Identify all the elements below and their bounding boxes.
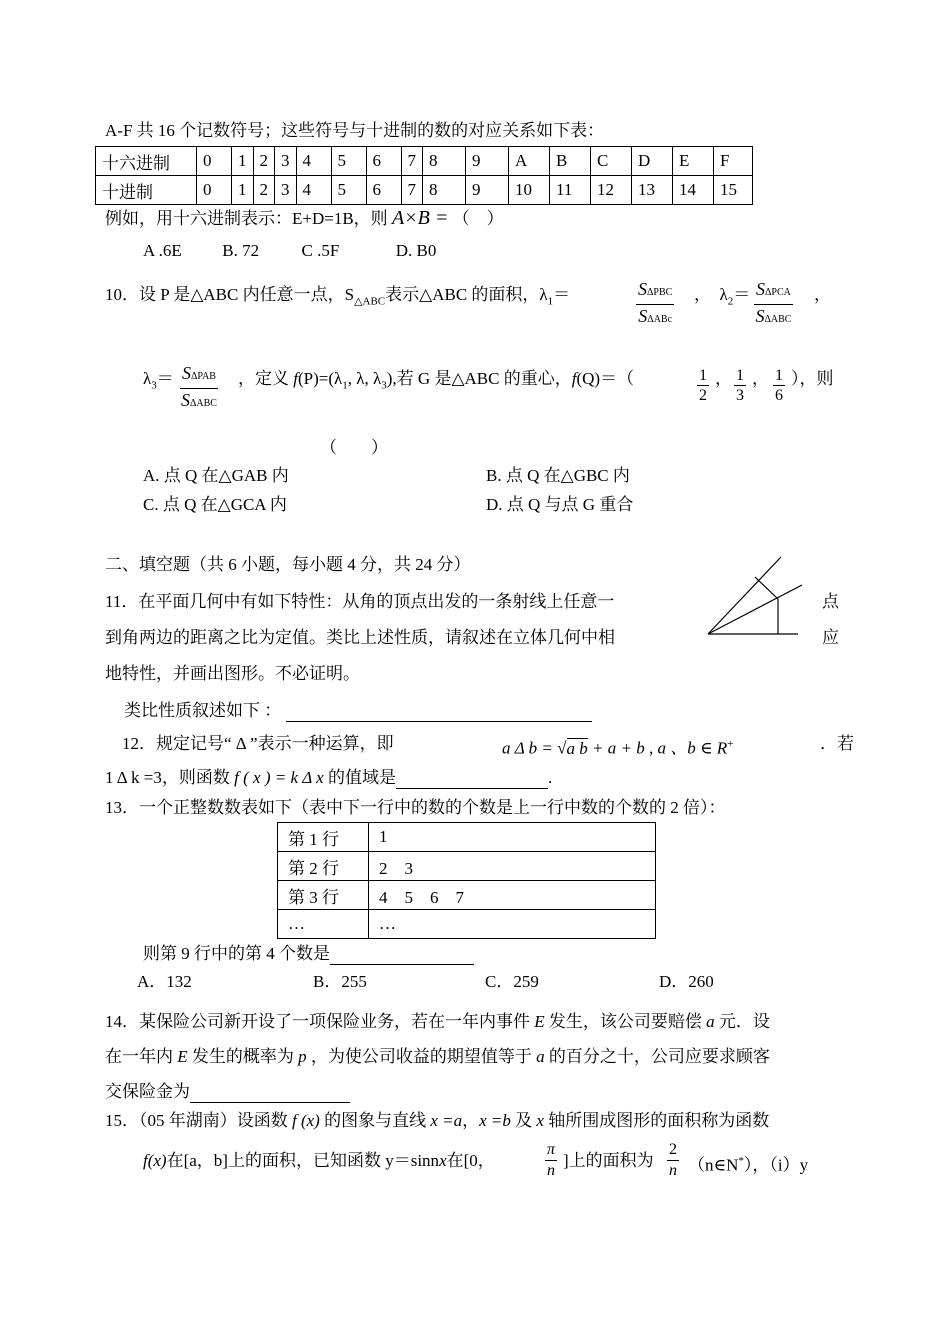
table-cell: F xyxy=(714,147,753,176)
table-cell: 第 2 行 xyxy=(278,852,369,881)
table-cell: 11 xyxy=(550,176,591,205)
table-cell: 9 xyxy=(466,147,509,176)
frac-den: 3 xyxy=(736,387,744,404)
q13-answer-blank[interactable] xyxy=(330,946,474,965)
table-cell: 2 xyxy=(253,147,275,176)
q14-p: p xyxy=(298,1047,307,1066)
q15-line2a xyxy=(143,1150,495,1172)
q12-formula-sqrt: a b xyxy=(566,738,588,758)
q11-answer xyxy=(124,700,592,722)
frac-den: S xyxy=(755,306,765,326)
frac-den: 2 xyxy=(699,387,707,404)
q13-option-a: A．132 xyxy=(137,972,192,991)
frac-num: S xyxy=(638,279,647,299)
two-over-n-fraction xyxy=(667,1140,679,1181)
q15-fx: f (x) xyxy=(292,1111,320,1130)
q10-text: 表示△ABC 的面积，λ xyxy=(385,285,548,304)
table-cell: 4 xyxy=(296,176,331,205)
q14-E: E xyxy=(534,1012,545,1031)
q9-option-d: D. B0 xyxy=(395,241,437,260)
lambda2-fraction xyxy=(754,278,793,331)
table-cell: 十六进制 xyxy=(96,147,197,176)
q15-line2-end xyxy=(688,1150,808,1177)
q12-formula-a: a Δ b = xyxy=(502,738,553,758)
q11-answer-label: 类比性质叙述如下 ： xyxy=(124,701,282,720)
table-row xyxy=(278,881,656,910)
frac-num-sub: ΔPBC xyxy=(647,287,673,298)
q10-f: f xyxy=(571,369,577,388)
table-cell: 第 3 行 xyxy=(278,881,369,910)
q10-text: ＝ xyxy=(553,285,571,304)
q-frac-1 xyxy=(697,366,709,406)
q12-formula: a Δ b = √a b + a + b , a 、b ∈ R+ xyxy=(502,738,734,758)
q12-line2 xyxy=(105,767,552,789)
q12-line2-end: 的值域是 xyxy=(327,768,396,787)
q9-expr: A×B = xyxy=(391,207,449,229)
table-cell: 6 xyxy=(366,176,401,205)
q9-options xyxy=(143,240,436,262)
table-row xyxy=(278,910,656,939)
frac-num: π xyxy=(545,1140,557,1161)
intro-line: A-F 共 16 个记数符号；这些符号与十进制的数的对应关系如下表： xyxy=(105,121,605,140)
q10-text: ),若 G 是△ABC 的重心， xyxy=(386,369,572,388)
perpendicular-top xyxy=(755,577,778,599)
q14-line3-text: 交保险金为 xyxy=(105,1082,190,1101)
q9-paren: （ ） xyxy=(452,209,504,228)
q10-paren: （ ） xyxy=(320,438,388,457)
q15-text: 在[a，b]上的面积，已知函数 y＝sinn xyxy=(166,1151,440,1170)
frac-den-sub: ΔABC xyxy=(189,398,217,409)
frac-num: 1 xyxy=(699,367,707,384)
q11-line1-end: 点 xyxy=(822,592,839,611)
q10-option-b: B. 点 Q 在△GBC 内 xyxy=(486,466,630,485)
q9-option-c: C .5F xyxy=(301,241,340,260)
q12-line1 xyxy=(122,733,394,755)
q12-text: 12．规定记号“ Δ ”表示一种运算，即 xyxy=(122,734,394,753)
q14-text: 的百分之十，公司应要求顾客 xyxy=(548,1047,770,1066)
table-cell: 8 xyxy=(423,176,466,205)
q15-x: x xyxy=(536,1111,544,1130)
table-cell: … xyxy=(369,910,656,939)
table-cell: D xyxy=(632,147,673,176)
q15-text: 及 xyxy=(515,1111,533,1130)
table-cell: 2 3 xyxy=(369,852,656,881)
q15-xa: x =a xyxy=(430,1111,463,1130)
q15-line1 xyxy=(105,1110,769,1132)
q10-text: λ xyxy=(719,285,728,304)
q10-option-d: D. 点 Q 与点 G 重合 xyxy=(486,495,634,514)
q12-answer-blank[interactable] xyxy=(396,770,548,789)
q10-text: , λ, λ xyxy=(347,369,382,388)
q15-text: 的图象与直线 xyxy=(324,1111,427,1130)
q15-text: ， xyxy=(462,1111,480,1130)
q15-text: 15．（05 年湖南）设函数 xyxy=(105,1111,288,1130)
q14-text: ，为使公司收益的期望值等于 xyxy=(310,1047,532,1066)
q13-options xyxy=(137,971,714,993)
q10-option-a: A. 点 Q 在△GAB 内 xyxy=(143,466,289,485)
table-cell: 13 xyxy=(632,176,673,205)
q13-table xyxy=(277,822,656,939)
angle-diagram xyxy=(705,555,815,640)
q10-text: λ xyxy=(143,369,152,388)
q15-text: 在[0， xyxy=(446,1151,495,1170)
frac-num: S xyxy=(756,279,765,299)
q11-line1: 11．在平面几何中有如下特性：从角的顶点出发的一条射线上任意一 xyxy=(105,592,615,611)
q15-text: （n∈N xyxy=(688,1155,739,1175)
q11-line3: 地特性，并画出图形。不必证明。 xyxy=(105,664,360,683)
frac-den: S xyxy=(638,306,648,326)
q15-sup: * xyxy=(738,1155,744,1167)
frac-den: n xyxy=(669,1162,677,1179)
q15-xb: x =b xyxy=(479,1111,511,1130)
frac-den: S xyxy=(180,390,190,410)
q13-question-text: 则第 9 行中的第 4 个数是 xyxy=(143,944,330,963)
q14-a: a xyxy=(706,1012,715,1031)
q14-text: 元．设 xyxy=(718,1012,770,1031)
lambda1-fraction xyxy=(636,278,674,331)
table-cell: 4 xyxy=(296,147,331,176)
q10-end: ），则 xyxy=(791,369,834,388)
q11-line2: 到角两边的距离之比为定值。类比上述性质，请叙述在立体几何中相 xyxy=(105,628,615,647)
q10-sub: 2 xyxy=(727,295,734,308)
q10-text: ＝ xyxy=(733,285,751,304)
q-frac-3 xyxy=(773,366,785,406)
table-cell: 12 xyxy=(591,176,632,205)
table-cell: 7 xyxy=(401,176,423,205)
q10-text: 10．设 P 是△ABC 内任意一点，S xyxy=(105,285,355,304)
q14-line1 xyxy=(105,1011,770,1033)
q10-l3 xyxy=(143,368,174,396)
q14-answer-blank[interactable] xyxy=(190,1084,350,1103)
q12-dot: . xyxy=(547,768,553,787)
frac-num-sub: ΔPCA xyxy=(765,287,791,298)
frac-num: 1 xyxy=(736,367,744,384)
table-cell: C xyxy=(591,147,632,176)
angle-side-top xyxy=(708,557,781,634)
table-cell: 9 xyxy=(466,176,509,205)
q15-x2: x xyxy=(439,1151,447,1170)
table-row xyxy=(278,852,656,881)
q14-line2 xyxy=(105,1046,770,1068)
q10-sub: 1 xyxy=(342,379,348,392)
table-cell: 10 xyxy=(509,176,550,205)
q15-text: ），（i）y xyxy=(743,1155,809,1175)
q10-text: ， xyxy=(694,285,711,304)
table-cell: 14 xyxy=(673,176,714,205)
q12-formula-b: + a + b , a 、b ∈ R xyxy=(592,738,728,758)
q14-text: 14．某保险公司新开设了一项保险业务，若在一年内事件 xyxy=(105,1012,530,1031)
section2-title: 二、填空题（共 6 小题，每小题 4 分，共 24 分） xyxy=(105,555,471,574)
table-cell: 6 xyxy=(366,147,401,176)
pi-over-n-fraction xyxy=(545,1140,557,1181)
q9-option-a: A .6E xyxy=(143,241,182,260)
q14-E: E xyxy=(177,1047,188,1066)
q10-text: (Q)＝（ xyxy=(576,369,635,388)
table-cell: 4 5 6 7 xyxy=(369,881,656,910)
q13-option-c: C．259 xyxy=(485,972,539,991)
table-cell: 7 xyxy=(401,147,423,176)
q12-fx: f ( x ) = k Δ x xyxy=(234,768,324,787)
q15-text: 轴所围成图形的面积称为函数 xyxy=(548,1111,770,1130)
table-row xyxy=(278,823,656,852)
table-cell: A xyxy=(509,147,550,176)
table-cell: 第 1 行 xyxy=(278,823,369,852)
table-cell: 十进制 xyxy=(96,176,197,205)
frac-num-sub: ΔPAB xyxy=(191,371,216,382)
q13-question xyxy=(143,943,474,965)
q11-line2-end: 应 xyxy=(822,628,839,647)
table-cell: 0 xyxy=(197,176,232,205)
q10-sub: 1 xyxy=(547,295,554,308)
q10-text: (P)=(λ xyxy=(297,369,343,388)
q14-text: 发生，该公司要赔偿 xyxy=(548,1012,702,1031)
q9-example xyxy=(105,207,504,230)
table-cell: 0 xyxy=(197,147,232,176)
q10-sep: ， xyxy=(814,285,831,304)
frac-den-sub: ΔABC xyxy=(764,314,792,325)
hex-table xyxy=(95,146,753,205)
frac-num: 2 xyxy=(667,1140,679,1161)
table-cell: 15 xyxy=(714,176,753,205)
table-row xyxy=(96,147,753,176)
q14-a: a xyxy=(536,1047,545,1066)
q13-option-b: B．255 xyxy=(313,972,367,991)
table-cell: B xyxy=(550,147,591,176)
q14-line3 xyxy=(105,1081,350,1103)
q10-def xyxy=(238,368,634,396)
q14-text: 在一年内 xyxy=(105,1047,173,1066)
q11-answer-blank[interactable] xyxy=(286,703,592,722)
q10-text: ，定义 xyxy=(238,369,289,388)
q12-line2-text: 1 Δ k =3，则函数 xyxy=(105,768,230,787)
table-cell: 8 xyxy=(423,147,466,176)
table-cell: 5 xyxy=(331,176,366,205)
q14-text: 发生的概率为 xyxy=(191,1047,294,1066)
table-cell: E xyxy=(673,147,714,176)
table-cell: 3 xyxy=(275,176,297,205)
table-cell: 2 xyxy=(253,176,275,205)
q-frac-2 xyxy=(734,366,746,406)
frac-den: 6 xyxy=(775,387,783,404)
table-cell: 1 xyxy=(232,147,254,176)
angle-ray xyxy=(708,585,802,634)
frac-den-sub: ΔABc xyxy=(647,314,673,325)
q9-example-text: 例如，用十六进制表示：E+D=1B，则 xyxy=(105,209,388,228)
q13-line1: 13．一个正整数数表如下（表中下一行中的数的个数是上一行中数的个数的 2 倍）： xyxy=(105,798,726,817)
table-cell: 1 xyxy=(369,823,656,852)
table-cell: 3 xyxy=(275,147,297,176)
frac-num: S xyxy=(182,363,191,383)
q12-line1-end: ．若 xyxy=(820,734,854,753)
q10-option-c: C. 点 Q 在△GCA 内 xyxy=(143,495,287,514)
q9-option-b: B. 72 xyxy=(222,241,260,260)
q10-sub: 3 xyxy=(151,379,157,392)
q15-text-e: ]上的面积为 xyxy=(563,1151,654,1170)
table-cell: 5 xyxy=(331,147,366,176)
q10-sub: 3 xyxy=(381,379,387,392)
lambda3-fraction xyxy=(180,362,218,415)
q10-text: ＝ xyxy=(156,369,174,388)
q10-f: f xyxy=(293,369,298,388)
q13-option-d: D．260 xyxy=(659,972,714,991)
q10-line1 xyxy=(105,284,570,312)
q12-formula-sup: + xyxy=(727,738,734,750)
q10-l2 xyxy=(694,284,750,312)
table-cell: 1 xyxy=(232,176,254,205)
frac-den: n xyxy=(547,1162,555,1179)
q10-sub: △ABC xyxy=(354,295,386,308)
table-cell: … xyxy=(278,910,369,939)
table-row xyxy=(96,176,753,205)
frac-num: 1 xyxy=(775,367,783,384)
q15-fx2: f(x) xyxy=(143,1151,167,1170)
